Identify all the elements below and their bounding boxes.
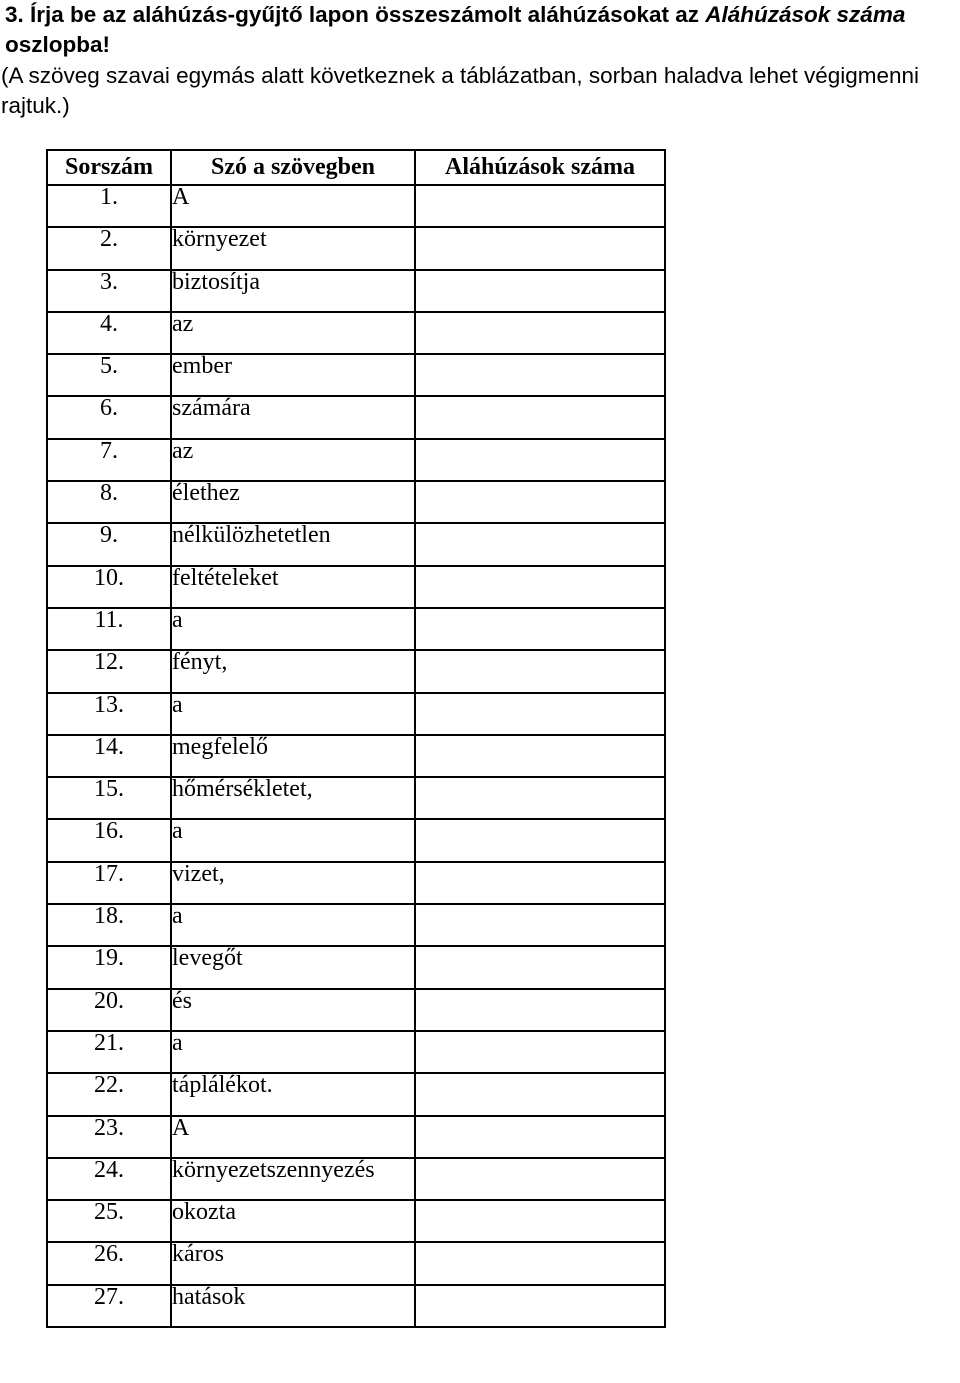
row-word: vizet,	[171, 862, 415, 904]
row-word: feltételeket	[171, 566, 415, 608]
row-count-input[interactable]	[415, 185, 665, 227]
row-number: 24.	[47, 1158, 171, 1200]
row-word: A	[171, 1116, 415, 1158]
row-number: 4.	[47, 312, 171, 354]
task-end: oszlopba!	[5, 32, 110, 57]
row-count-input[interactable]	[415, 989, 665, 1031]
row-number: 21.	[47, 1031, 171, 1073]
row-number: 26.	[47, 1242, 171, 1284]
row-count-input[interactable]	[415, 904, 665, 946]
table-row	[47, 693, 665, 735]
row-number: 13.	[47, 693, 171, 735]
row-word: megfelelő	[171, 735, 415, 777]
row-number: 22.	[47, 1073, 171, 1115]
header-sorszam: Sorszám	[47, 150, 171, 185]
table-row	[47, 608, 665, 650]
table-row	[47, 1073, 665, 1115]
row-word: és	[171, 989, 415, 1031]
row-number: 27.	[47, 1285, 171, 1327]
table-row	[47, 1031, 665, 1073]
row-number: 19.	[47, 946, 171, 988]
row-number: 2.	[47, 227, 171, 269]
table-row	[47, 481, 665, 523]
row-number: 7.	[47, 439, 171, 481]
row-word: hőmérsékletet,	[171, 777, 415, 819]
row-number: 16.	[47, 819, 171, 861]
row-word: környezet	[171, 227, 415, 269]
row-word: okozta	[171, 1200, 415, 1242]
table-row	[47, 439, 665, 481]
table-row	[47, 650, 665, 692]
table-row	[47, 819, 665, 861]
row-word: hatások	[171, 1285, 415, 1327]
row-count-input[interactable]	[415, 270, 665, 312]
table-row	[47, 396, 665, 438]
row-number: 23.	[47, 1116, 171, 1158]
row-word: biztosítja	[171, 270, 415, 312]
row-word: a	[171, 904, 415, 946]
table-row	[47, 904, 665, 946]
row-word: A	[171, 185, 415, 227]
row-count-input[interactable]	[415, 946, 665, 988]
row-word: számára	[171, 396, 415, 438]
table-row	[47, 1200, 665, 1242]
table-row	[47, 566, 665, 608]
table-row	[47, 946, 665, 988]
row-count-input[interactable]	[415, 523, 665, 565]
row-count-input[interactable]	[415, 1200, 665, 1242]
word-table	[46, 149, 666, 1328]
row-number: 17.	[47, 862, 171, 904]
row-number: 25.	[47, 1200, 171, 1242]
row-count-input[interactable]	[415, 1116, 665, 1158]
table-row	[47, 523, 665, 565]
row-word: élethez	[171, 481, 415, 523]
table-row	[47, 354, 665, 396]
table-row	[47, 312, 665, 354]
table-row	[47, 1116, 665, 1158]
row-count-input[interactable]	[415, 693, 665, 735]
task-note: (A szöveg szavai egymás alatt következnek a táblázatban, sorban haladva lehet végigmenni rajtuk.)	[1, 63, 920, 118]
table-row	[47, 777, 665, 819]
table-row	[47, 227, 665, 269]
row-count-input[interactable]	[415, 862, 665, 904]
row-number: 1.	[47, 185, 171, 227]
row-count-input[interactable]	[415, 735, 665, 777]
row-number: 12.	[47, 650, 171, 692]
row-number: 8.	[47, 481, 171, 523]
table-row	[47, 185, 665, 227]
row-count-input[interactable]	[415, 1031, 665, 1073]
row-number: 20.	[47, 989, 171, 1031]
task-number: 3.	[5, 2, 24, 27]
row-count-input[interactable]	[415, 1158, 665, 1200]
row-count-input[interactable]	[415, 608, 665, 650]
row-number: 14.	[47, 735, 171, 777]
row-word: az	[171, 439, 415, 481]
row-count-input[interactable]	[415, 439, 665, 481]
row-count-input[interactable]	[415, 566, 665, 608]
row-number: 3.	[47, 270, 171, 312]
row-count-input[interactable]	[415, 227, 665, 269]
row-word: az	[171, 312, 415, 354]
table-header-row	[47, 150, 665, 185]
row-count-input[interactable]	[415, 650, 665, 692]
row-number: 15.	[47, 777, 171, 819]
table-row	[47, 270, 665, 312]
row-count-input[interactable]	[415, 1073, 665, 1115]
header-szo: Szó a szövegben	[171, 150, 415, 185]
row-word: nélkülözhetetlen	[171, 523, 415, 565]
row-count-input[interactable]	[415, 312, 665, 354]
row-word: a	[171, 608, 415, 650]
row-count-input[interactable]	[415, 354, 665, 396]
row-word: fényt,	[171, 650, 415, 692]
row-number: 5.	[47, 354, 171, 396]
row-count-input[interactable]	[415, 1285, 665, 1327]
row-number: 6.	[47, 396, 171, 438]
table-row	[47, 862, 665, 904]
row-number: 18.	[47, 904, 171, 946]
row-number: 9.	[47, 523, 171, 565]
row-word: a	[171, 693, 415, 735]
row-number: 11.	[47, 608, 171, 650]
row-number: 10.	[47, 566, 171, 608]
table-row	[47, 735, 665, 777]
row-word: a	[171, 819, 415, 861]
row-word: a	[171, 1031, 415, 1073]
row-word: levegőt	[171, 946, 415, 988]
row-word: ember	[171, 354, 415, 396]
row-word: táplálékot.	[171, 1073, 415, 1115]
row-count-input[interactable]	[415, 1242, 665, 1284]
row-count-input[interactable]	[415, 481, 665, 523]
table-row	[47, 989, 665, 1031]
row-count-input[interactable]	[415, 777, 665, 819]
task-heading	[5, 0, 960, 60]
row-count-input[interactable]	[415, 396, 665, 438]
header-alahuzasok: Aláhúzások száma	[415, 150, 665, 185]
row-count-input[interactable]	[415, 819, 665, 861]
task-italic-term: Aláhúzások száma	[705, 2, 906, 27]
table-row	[47, 1242, 665, 1284]
row-word: káros	[171, 1242, 415, 1284]
table-row	[47, 1158, 665, 1200]
task-intro: Írja be az aláhúzás-gyűjtő lapon összeszámolt aláhúzásokat az	[30, 2, 699, 27]
row-word: környezetszennyezés	[171, 1158, 415, 1200]
table-row	[47, 1285, 665, 1327]
